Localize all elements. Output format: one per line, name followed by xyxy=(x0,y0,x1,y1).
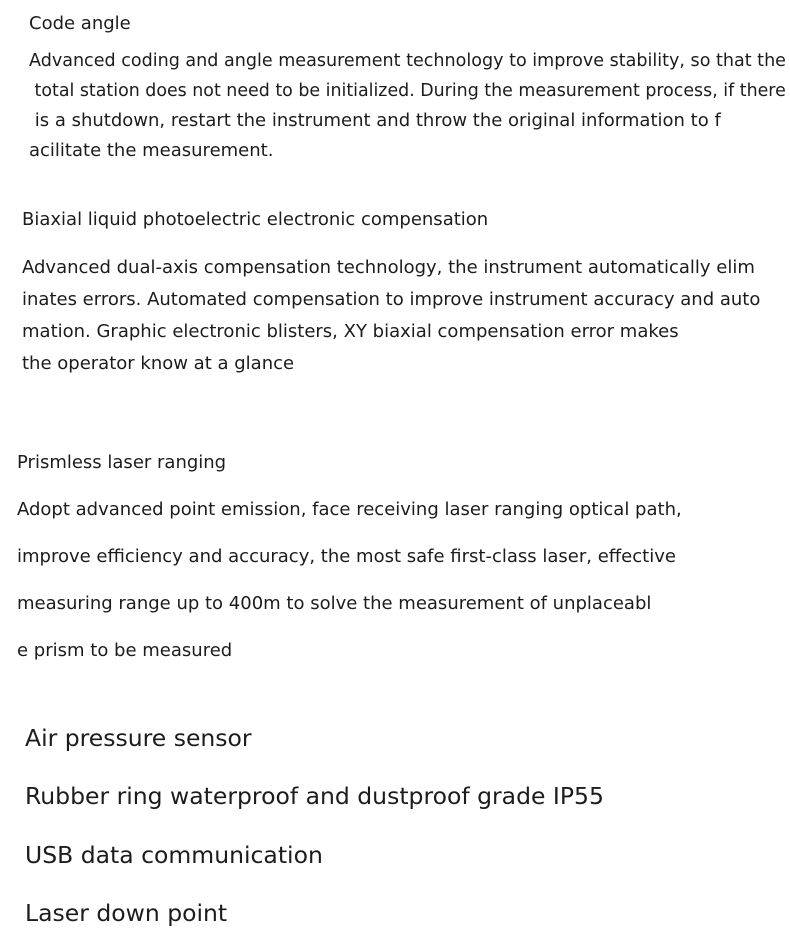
paragraph-line: measuring range up to 400m to solve the measurement of unplaceabl xyxy=(17,593,652,614)
paragraph-line: e prism to be measured xyxy=(17,640,233,661)
paragraph-line: improve efficiency and accuracy, the most safe first-class laser, effective xyxy=(17,546,676,567)
paragraph-line: the operator know at a glance xyxy=(22,353,295,374)
feature-item-waterproof-ip55: Rubber ring waterproof and dustproof grade IP55 xyxy=(25,782,604,810)
paragraph-line: mation. Graphic electronic blisters, XY biaxial compensation error makes xyxy=(22,321,679,342)
paragraph-line: acilitate the measurement. xyxy=(29,140,274,161)
section-heading-prismless-ranging: Prismless laser ranging xyxy=(17,452,227,473)
paragraph-line: total station does not need to be initialized. During the measurement process, if there xyxy=(29,80,786,101)
paragraph-line: is a shutdown, restart the instrument and throw the original information to f xyxy=(29,110,721,131)
section-heading-code-angle: Code angle xyxy=(29,13,131,34)
feature-item-laser-down-point: Laser down point xyxy=(25,899,228,927)
paragraph-line: Advanced coding and angle measurement technology to improve stability, so that the xyxy=(29,50,786,71)
paragraph-line: Advanced dual-axis compensation technology, the instrument automatically elim xyxy=(22,257,755,278)
section-heading-biaxial-compensation: Biaxial liquid photoelectric electronic compensation xyxy=(22,209,489,230)
paragraph-line: Adopt advanced point emission, face receiving laser ranging optical path, xyxy=(17,499,682,520)
paragraph-line: inates errors. Automated compensation to improve instrument accuracy and auto xyxy=(22,289,761,310)
feature-item-usb-communication: USB data communication xyxy=(25,841,323,869)
feature-item-air-pressure-sensor: Air pressure sensor xyxy=(25,724,252,752)
